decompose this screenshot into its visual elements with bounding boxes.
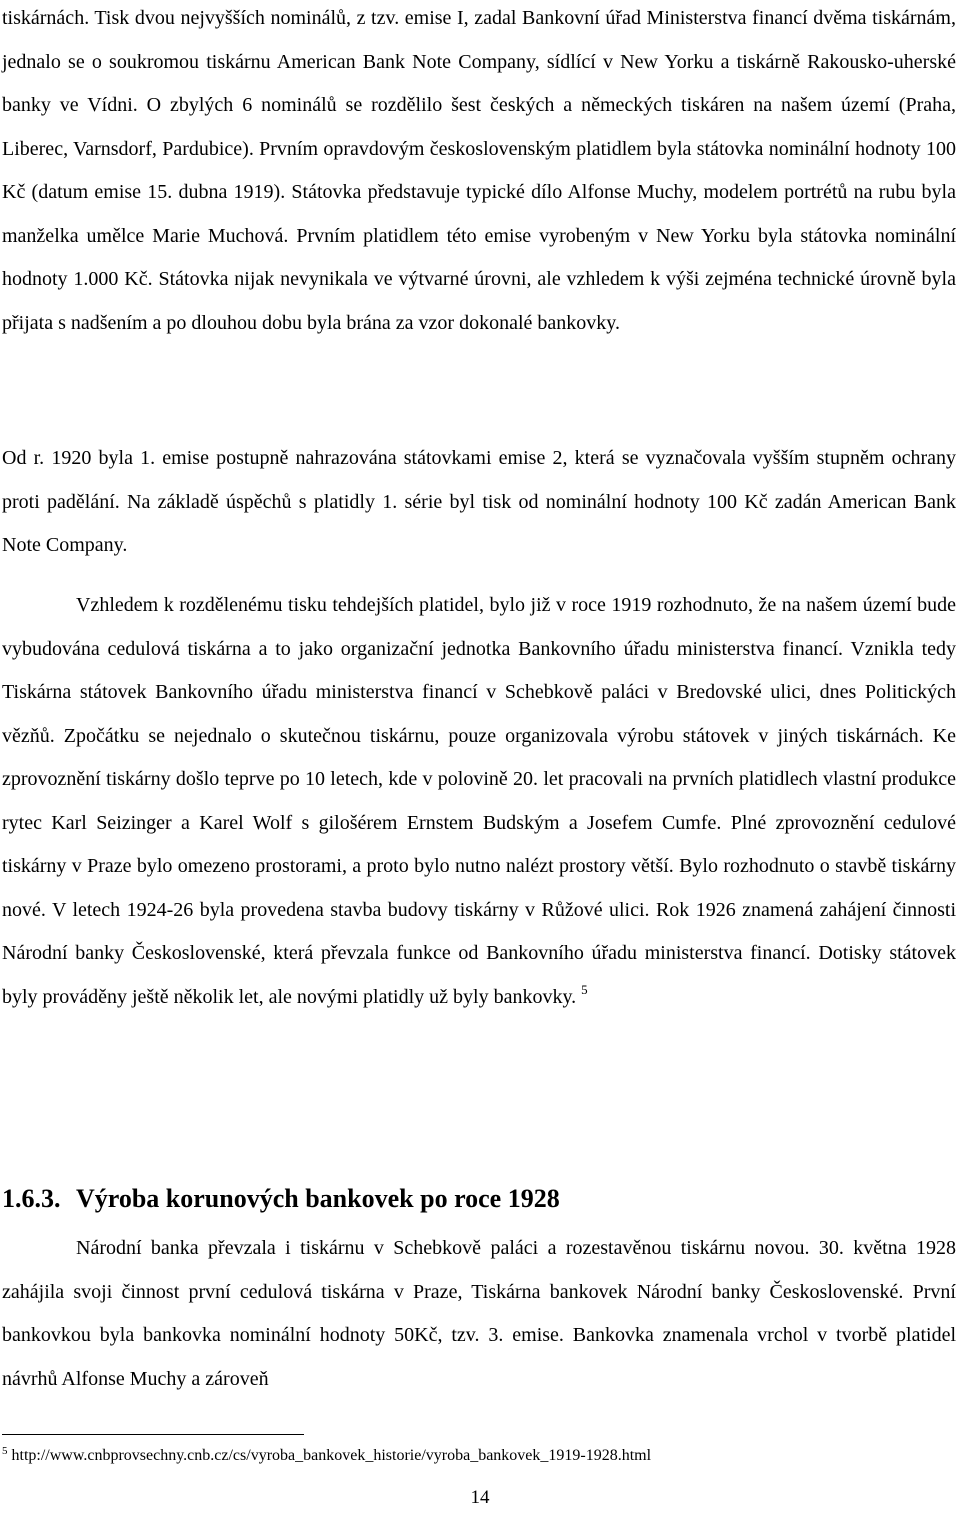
paragraph-4 — [2, 1227, 956, 1401]
paragraph-4-text: Národní banka převzala i tiskárnu v Schebkově paláci a rozestavěnou tiskárnu novou. 30. května 1928 zahájila svoji činnost první cedulová tiskárna v Praze, Tiskárna bankovek Národní banky Československé. První bankovkou byla bankovka nominální hodnoty 50Kč, tzv. 3. emise. Bankovka znamenala vrchol v tvorbě platidel návrhů Alfonse Muchy a zároveň — [2, 1237, 956, 1390]
footnote-reference[interactable]: 5 — [581, 981, 588, 997]
section-heading — [2, 1181, 560, 1217]
paragraph-2 — [2, 437, 956, 568]
paragraph-3-text: Vzhledem k rozdělenému tisku tehdejších platidel, bylo již v roce 1919 rozhodnuto, že na našem území bude vybudována cedulová tiskárna a to jako organizační jednotka Bankovního úřadu ministerstva financí. Vznikla tedy Tiskárna státovek Bankovního úřadu ministerstva financí v Schebkově paláci v Bredovské ulici, dnes Politických vězňů. Zpočátku se nejednalo o skutečnou tiskárnu, pouze organizovala výrobu státovek v jiných tiskárnách. Ke zprovoznění tiskárny došlo teprve po 10 letech, kde v polovině 20. let pracovali na prvních platidlech vlastní produkce rytec Karl Seizinger a Karel Wolf s gilošérem Ernstem Budským a Josefem Cumfe. Plné zprovoznění cedulové tiskárny v Praze bylo omezeno prostorami, a proto bylo nutno nalézt prostory větší. Bylo rozhodnuto o stavbě tiskárny nové. V letech 1924-26 byla provedena stavba budovy tiskárny v Růžové ulici. Rok 1926 znamená zahájení činnosti Národní banky Československé, která převzala funkce od Bankovního úřadu ministerstva financí. Dotisky státovek byly prováděny ještě několik let, ale novými platidly už byly bankovky. — [2, 594, 956, 1008]
section-title: Výroba korunových bankovek po roce 1928 — [76, 1184, 560, 1213]
paragraph-1-text: tiskárnách. Tisk dvou nejvyšších nominálů, z tzv. emise I, zadal Bankovní úřad Ministerstva financí dvěma tiskárnám, jednalo se o soukromou tiskárnu American Bank Note Company, sídlící v New Yorku a tiskárně Rakousko-uherské banky ve Vídni. O zbylých 6 nominálů se rozdělilo šest českých a německých tiskáren na našem území (Praha, Liberec, Varnsdorf, Pardubice). Prvním opravdovým československým platidlem byla státovka nominální hodnoty 100 Kč (datum emise 15. dubna 1919). Státovka představuje typické dílo Alfonse Muchy, modelem portrétů na rubu byla manželka umělce Marie Muchová. Prvním platidlem této emise vyrobeným v New Yorku byla státovka nominální hodnoty 1.000 Kč. Státovka nijak nevynikala ve výtvarné úrovni, ale vzhledem k výši zejména technické úrovně byla přijata s nadšením a po dlouhou dobu byla brána za vzor dokonalé bankovky. — [2, 7, 956, 334]
paragraph-2-text: Od r. 1920 byla 1. emise postupně nahrazována státovkami emise 2, která se vyznačovala vyšším stupněm ochrany proti padělání. Na základě úspěchů s platidly 1. série byl tisk od nominální hodnoty 100 Kč zadán American Bank Note Company. — [2, 447, 956, 556]
page-number: 14 — [470, 1487, 490, 1508]
footnote — [2, 1446, 651, 1466]
footnote-marker: 5 — [2, 1445, 8, 1457]
section-number: 1.6.3. — [2, 1184, 61, 1213]
footnote-separator — [2, 1434, 304, 1435]
paragraph-3 — [2, 584, 956, 1019]
footnote-link[interactable]: http://www.cnbprovsechny.cnb.cz/cs/vyroba_bankovek_historie/vyroba_bankovek_1919-1928.html — [11, 1447, 652, 1464]
paragraph-1 — [2, 0, 956, 345]
